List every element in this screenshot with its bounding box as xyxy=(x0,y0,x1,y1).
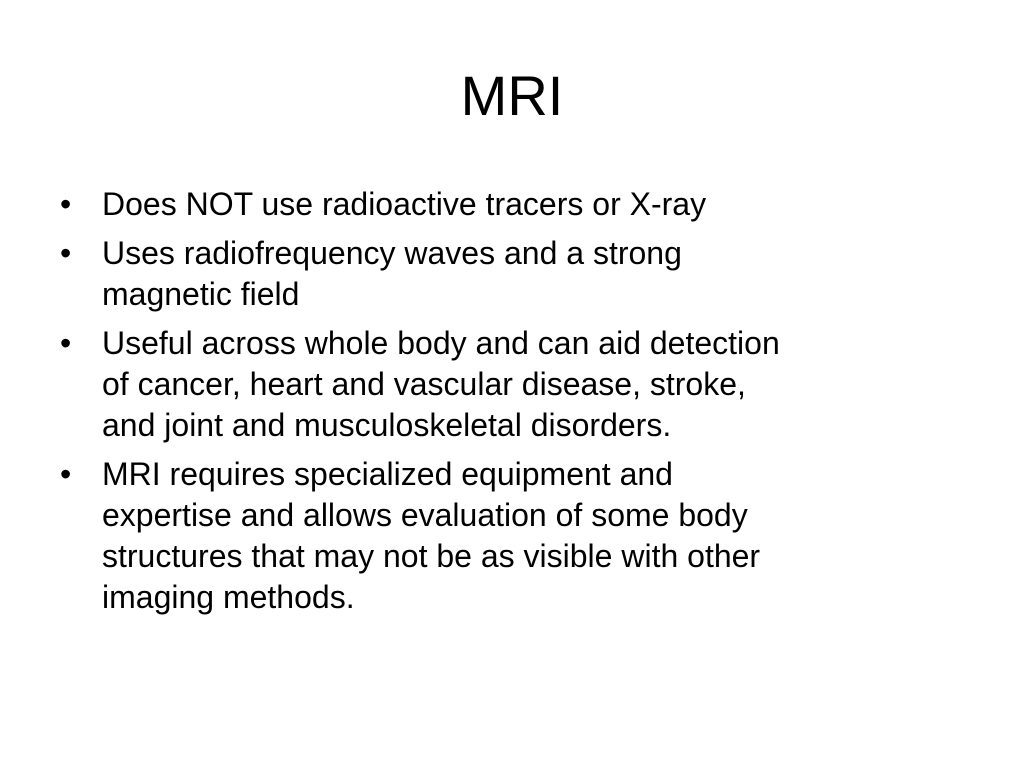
bullet-line: MRI requires specialized equipment and xyxy=(102,456,673,492)
bullet-line: magnetic field xyxy=(102,276,300,312)
bullet-item xyxy=(58,233,958,315)
bullet-text xyxy=(102,454,958,618)
bullet-line: Uses radiofrequency waves and a strong xyxy=(102,235,682,271)
bullet-text xyxy=(102,184,958,225)
bullet-list xyxy=(58,184,958,626)
bullet-line: of cancer, heart and vascular disease, stroke, xyxy=(102,366,746,402)
bullet-text xyxy=(102,323,958,446)
bullet-line: imaging methods. xyxy=(102,579,355,615)
bullet-line: Useful across whole body and can aid detection xyxy=(102,325,780,361)
bullet-text xyxy=(102,233,958,315)
bullet-item xyxy=(58,454,958,618)
bullet-item xyxy=(58,323,958,446)
bullet-line: expertise and allows evaluation of some body xyxy=(102,497,748,533)
bullet-icon: • xyxy=(60,235,72,271)
bullet-icon: • xyxy=(60,186,72,222)
bullet-icon: • xyxy=(60,456,72,492)
bullet-item xyxy=(58,184,958,225)
bullet-line: and joint and musculoskeletal disorders. xyxy=(102,407,672,443)
bullet-line: Does NOT use radioactive tracers or X-ray xyxy=(102,186,707,222)
slide-title: MRI xyxy=(460,64,564,127)
bullet-icon: • xyxy=(60,325,72,361)
bullet-line: structures that may not be as visible with other xyxy=(102,538,761,574)
